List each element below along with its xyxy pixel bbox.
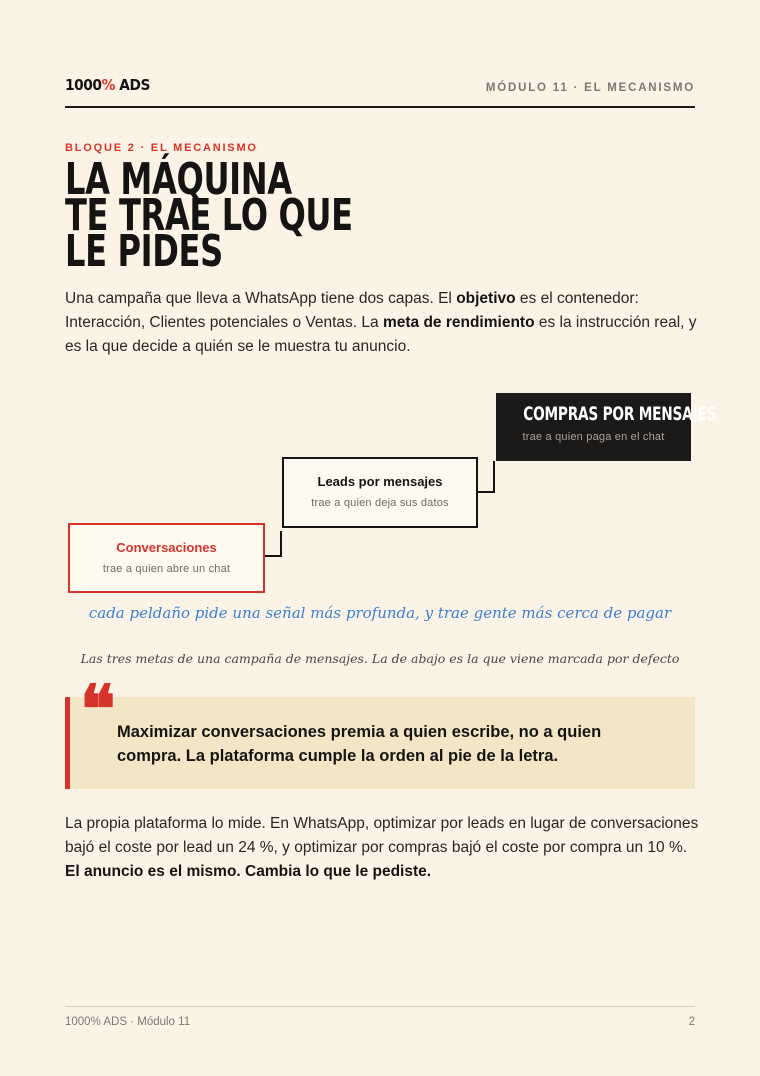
- step-subtitle: trae a quien paga en el chat: [522, 431, 665, 443]
- intro-text-3: es la instrucción real, y es la que decide a quién se le muestra tu anuncio.: [65, 314, 697, 355]
- handwritten-note: cada peldaño pide una señal más profunda, y trae gente más cerca de pagar: [88, 604, 672, 622]
- step-title: Leads por mensajes: [317, 474, 443, 489]
- title-line-2: TE TRAE LO QUE: [65, 190, 353, 241]
- section-kicker: BLOQUE 2 · EL MECANISMO: [65, 142, 258, 154]
- title-line-3: LE PIDES: [65, 226, 223, 277]
- step-title: Conversaciones: [116, 540, 217, 555]
- callout-accent-bar: [65, 697, 70, 789]
- intro-paragraph: [65, 287, 705, 359]
- step-compras: [496, 393, 717, 461]
- footer-label: 1000% ADS · Módulo 11: [65, 1016, 191, 1028]
- title-line-1: LA MÁQUINA: [65, 154, 292, 205]
- intro-text-1: Una campaña que lleva a WhatsApp tiene dos capas. El: [65, 290, 457, 307]
- step-title: COMPRAS POR MENSAJES: [523, 403, 717, 425]
- closing-text: La propia plataforma lo mide. En WhatsApp, optimizar por leads en lugar de conversaciones bajó el coste por lead un 24 %, y optimizar por compras bajó el coste por compra un 10 %.: [65, 815, 699, 856]
- step-leads: [282, 457, 478, 528]
- quote-icon: ❝: [80, 670, 116, 748]
- page-title: [65, 154, 353, 277]
- footer-divider: [65, 1006, 695, 1007]
- step-conversaciones: [68, 523, 265, 593]
- closing-bold: El anuncio es el mismo. Cambia lo que le pediste.: [65, 863, 432, 880]
- intro-bold-objetivo: objetivo: [456, 290, 516, 307]
- step-connector: [478, 461, 495, 493]
- brand-percent: %: [101, 76, 115, 94]
- page-number: 2: [688, 1016, 695, 1028]
- closing-paragraph: [65, 812, 705, 884]
- step-subtitle: trae a quien deja sus datos: [311, 497, 449, 509]
- intro-text-2: es el contenedor: Interacción, Clientes potenciales o Ventas. La: [65, 290, 639, 331]
- module-label: MÓDULO 11 · EL MECANISMO: [485, 82, 695, 94]
- brand-logo: [65, 76, 150, 94]
- header-divider: [65, 106, 695, 108]
- callout-text: Maximizar conversaciones premia a quien escribe, no a quien compra. La plataforma cumple la orden al pie de la letra.: [117, 723, 602, 765]
- brand-suffix: ADS: [114, 76, 150, 94]
- step-subtitle: trae a quien abre un chat: [102, 563, 231, 575]
- step-connector: [265, 531, 282, 557]
- brand-prefix: 1000: [65, 76, 102, 94]
- intro-bold-meta: meta de rendimiento: [382, 314, 535, 331]
- figure-caption: Las tres metas de una campaña de mensajes. La de abajo es la que viene marcada por defecto: [80, 651, 680, 666]
